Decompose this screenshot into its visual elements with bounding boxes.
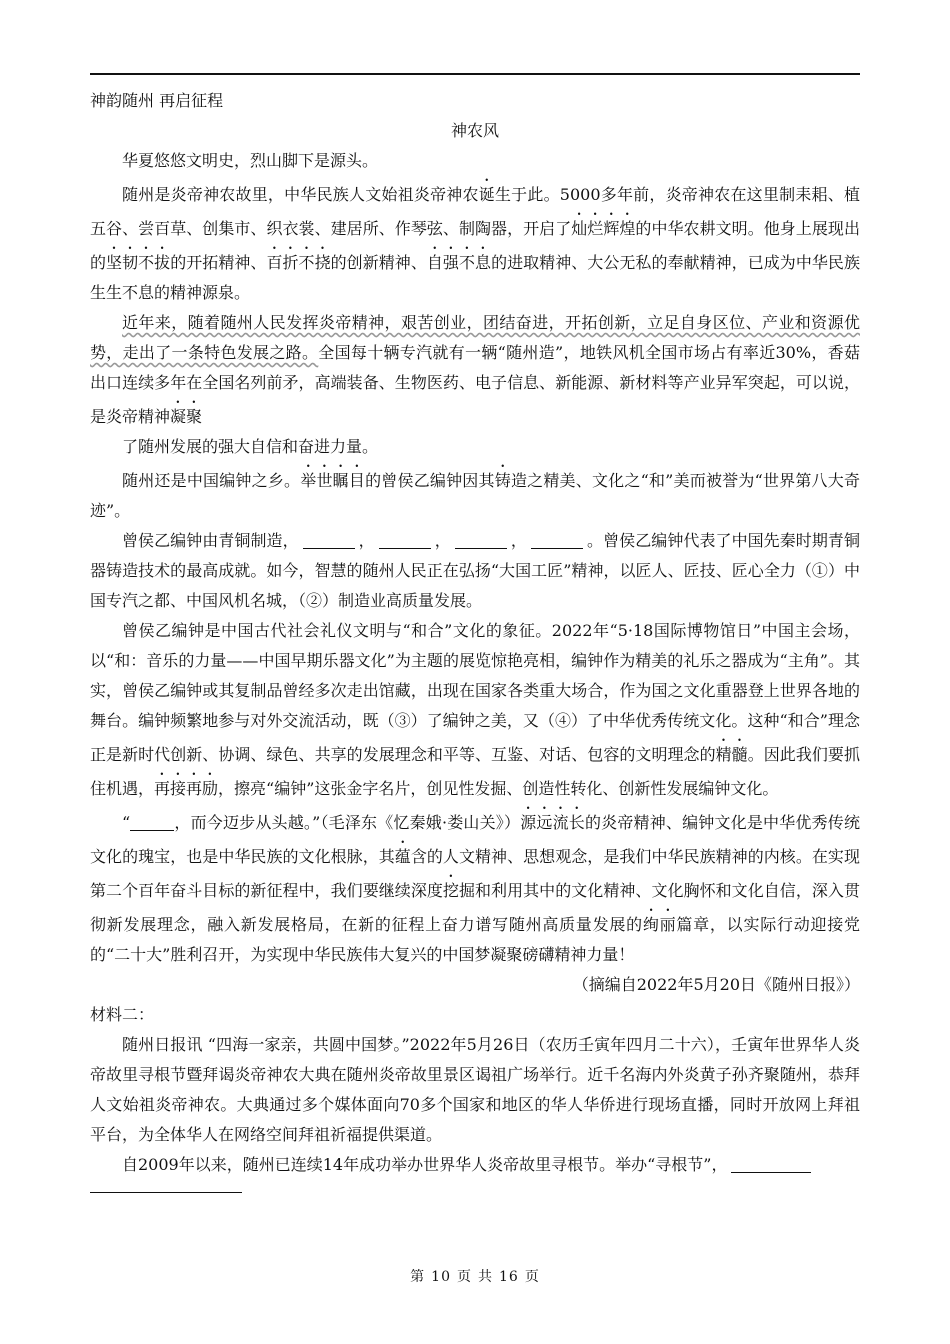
emphasis-phrase: 自强不息 (426, 253, 492, 272)
emphasis-phrase: 再接再励 (154, 779, 219, 798)
emphasis-char: 挖 (442, 881, 459, 900)
material2-heading: 材料二： (90, 1005, 155, 1024)
total-pages: 16 (499, 1269, 519, 1285)
paragraph-2: 随州是炎帝神农故里，中华民族人文始祖炎帝神农诞生于此。5000多年前，炎帝神农在这里制耒耜、植五谷、尝百草、创集市、织衣裳、建居所、作琴弦、制陶器，开启了灿烂辉煌的中华农耕文明。他身上展现出的坚韧不拔的开拓精神、百折不挠的创新精神、自强不息的进取精神、大公无私的奉献精神，已成为中华民族生生不息的精神源泉。 (90, 185, 860, 302)
header-rule (90, 73, 860, 75)
fill-blank (731, 1154, 811, 1173)
paragraph-1: 华夏悠悠文明史，烈山脚下是源头。 (122, 151, 379, 170)
emphasis-char: 蕴 (394, 847, 411, 866)
material2-paragraph-2: 自2009年以来，随州已连续14年成功举办世界华人炎帝故里寻根节。举办“寻根节”， (90, 1150, 860, 1193)
source-citation: （摘编自2022年5月20日《随州日报》） (572, 975, 860, 994)
emphasis-phrase: 百折不挠 (266, 253, 331, 272)
fill-blank (531, 530, 583, 549)
paragraph-4: 了随州发展的强大自信和奋进力量。 (122, 437, 379, 456)
emphasis-phrase: 坚韧不拔 (106, 253, 171, 272)
fill-blank (379, 530, 431, 549)
paragraph-3: 近年来，随着随州人民发挥炎帝精神，艰苦创业，团结奋进，开拓创新，立足自身区位、产业和资源优势，走出了一条特色发展之路。全国每十辆专汽就有一辆“随州造”，地铁风机全国市场占有率近30%，香菇出口连续多年在全国名列前矛，高端装备、生物医药、电子信息、新能源、新材料等产业异军突起，可以说，是炎帝精神凝聚 (90, 313, 860, 426)
emphasis-phrase: 精髓 (715, 745, 748, 764)
emphasis-phrase: 源远流长 (520, 813, 585, 832)
fill-blank (455, 530, 507, 549)
emphasis-phrase: 凝聚 (170, 407, 203, 426)
paragraph-7: 曾侯乙编钟是中国古代社会礼仪文明与“和合”文化的象征。2022年“5·18国际博物馆日”中国主会场，以“和：音乐的力量——中国早期乐器文化”为主题的展览惊艳亮相，编钟作为精美的礼乐之器成为“主角”。其实，曾侯乙编钟或其复制品曾经多次走出馆藏，出现在国家各类重大场合，作为国之文化重器登上世界各地的舞台。编钟频繁地参与对外交流活动，既（③）了编钟之美，又（④）了中华优秀传统文化。这种“和合”理念正是新时代创新、协调、绿色、共享的发展理念和平等、互鉴、对话、包容的文明理念的精髓。因此我们要抓住机遇，再接再励，擦亮“编钟”这张金字名片，创见性发掘、创造性转化、创新性发展编钟文化。 (90, 621, 860, 798)
fill-blank-continued (90, 1182, 242, 1193)
emphasis-phrase: 绚丽 (642, 915, 677, 934)
material2-paragraph-1: 随州日报讯 “四海一家亲，共圆中国梦。”2022年5月26日（农历壬寅年四月二十六），壬寅年世界华人炎帝故里寻根节暨拜谒炎帝神农大典在随州炎帝故里景区谒祖广场举行。近千名海内外炎黄子孙齐聚随州，恭拜人文始祖炎帝神农。大典通过多个媒体面向70多个国家和地区的华人华侨进行现场直播，同时开放网上拜祖平台，为全体华人在网络空间拜祖祈福提供渠道。 (90, 1035, 860, 1144)
page-footer: 第 10 页 共 16 页 (410, 1269, 540, 1285)
paragraph-6: 曾侯乙编钟由青铜制造， ， ， ， 。曾侯乙编钟代表了中国先秦时期青铜器铸造技术的最高成就。如今，智慧的随州人民正在弘扬“大国工匠”精神，以匠人、匠技、匠心全力（①）中国专汽之都、中国风机名城，（②）制造业高质量发展。 (90, 531, 860, 610)
fill-blank (303, 530, 355, 549)
emphasis-char: 诞 (478, 185, 495, 204)
header-title: 神韵随州 再启征程 (90, 91, 224, 110)
wavy-underlined-sentence: 近年来，随着随州人民发挥炎帝精神，艰苦创业，团结奋进，开拓创新，立足自身区位、产业和资源优势，走出了一条特色发展之路。 (90, 313, 860, 362)
emphasis-phrase: 灿烂辉煌 (571, 219, 636, 238)
document-body (90, 86, 860, 1193)
paragraph-5: 随州还是中国编钟之乡。举世瞩目的曾侯乙编钟因其铸造之精美、文化之“和”美而被誉为“世界第八大奇迹”。 (90, 471, 860, 520)
page-number: 10 (431, 1269, 451, 1285)
fill-blank (130, 812, 174, 831)
paragraph-8: “ ，而今迈步从头越。”（毛泽东《忆秦娥·娄山关》）源远流长的炎帝精神、编钟文化是中华优秀传统文化的瑰宝，也是中华民族的文化根脉，其蕴含的人文精神、思想观念，是我们中华民族精神的内核。在实现第二个百年奋斗目标的新征程中，我们要继续深度挖掘和利用其中的文化精神、文化胸怀和文化自信，深入贯彻新发展理念，融入新发展格局，在新的征程上奋力谱写随州高质量发展的绚丽篇章，以实际行动迎接党的“二十大”胜利召开，为实现中华民族伟大复兴的中国梦凝聚磅礴精神力量！ (90, 813, 860, 964)
emphasis-phrase: 举世瞩目 (300, 471, 366, 490)
emphasis-char: 铸 (494, 471, 511, 490)
article-title: 神农风 (450, 121, 499, 140)
